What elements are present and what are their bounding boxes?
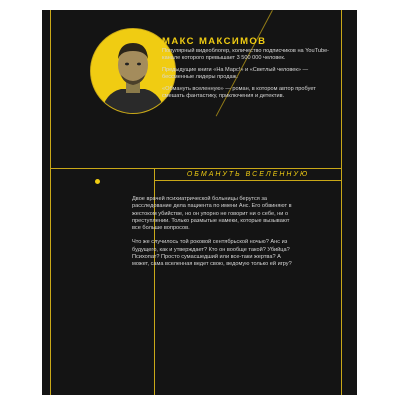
frame-line-right xyxy=(341,10,342,395)
synopsis-paragraph: Двое врачей психиатрической больницы берутся за расследование дела пациента по имени Анс. Его обвиняют в жестоком убийстве, но он упорно не говорит ни о себе, ни о преступлении. Только размытые намеки, которые вызывают все больше вопросов. xyxy=(132,196,292,232)
book-title: ОБМАНУТЬ ВСЕЛЕННУЮ xyxy=(186,171,310,178)
accent-dot xyxy=(95,179,100,184)
author-name: МАКС МАКСИМОВ xyxy=(162,36,267,47)
bio-paragraph: «Обмануть вселенную» — роман, в котором автор пробует смешать фантастику, приключения и детектив. xyxy=(162,86,316,99)
back-cover xyxy=(42,10,357,395)
frame-line-left xyxy=(50,10,51,395)
synopsis xyxy=(132,196,297,276)
frame-line-title-bottom xyxy=(154,180,342,181)
synopsis-paragraph: Что же случилось той роковой сентябрьской ночью? Анс из будущего, как и утверждает? Кто он вообще такой? Убийца? Психопат? Просто сумасшедший или все-таки жертва? А может, сама вселенная ведет свою, ведомую только ей игру? xyxy=(132,239,292,268)
bio-paragraph: Предыдущие книги «На Марс!» и «Светлый человек» — бессменные лидеры продаж. xyxy=(162,67,309,80)
bio-paragraph: Популярный видеоблогер, количество подписчиков на YouTube-канале которого превышает 3 500 000 человек. xyxy=(162,48,330,61)
author-bio xyxy=(162,48,332,105)
